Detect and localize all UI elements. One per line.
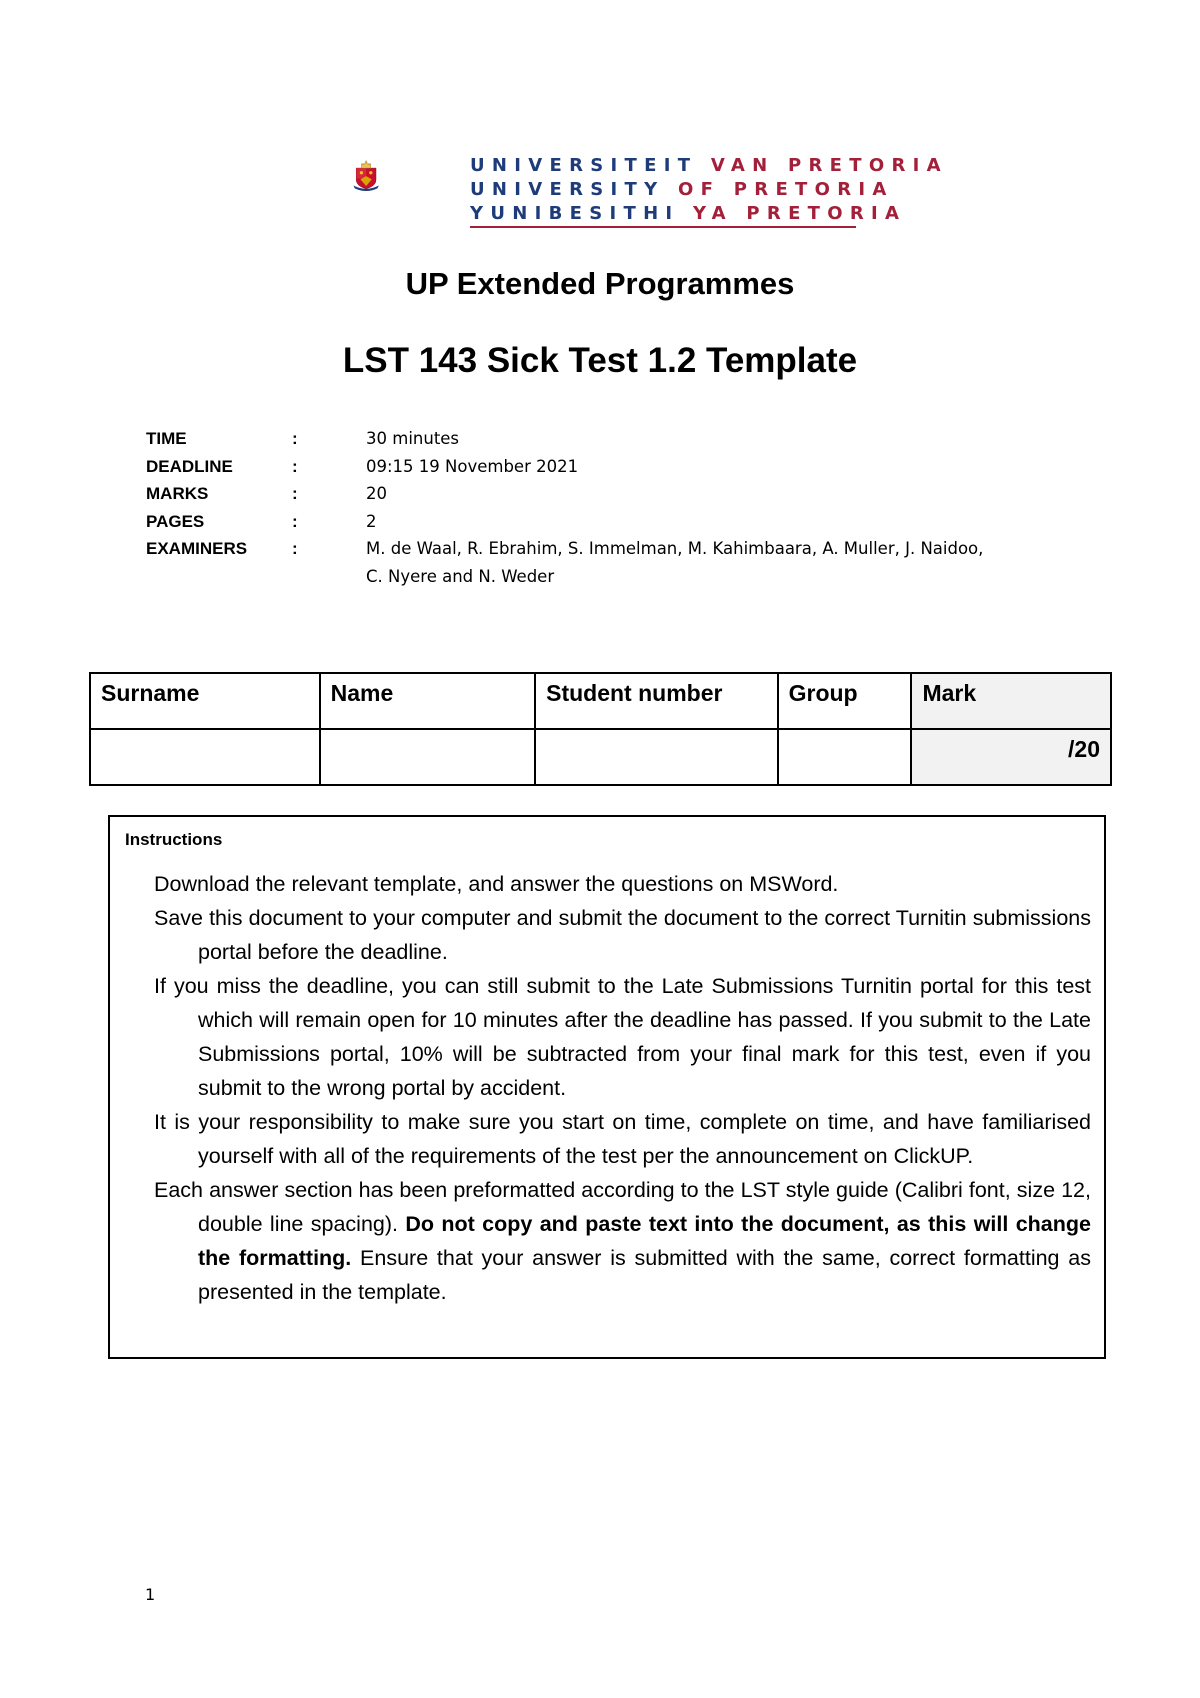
detail-label: TIME xyxy=(146,429,187,448)
instruction-text: Ensure that your answer is submitted with the same, correct formatting as presented in the template. xyxy=(198,1246,1091,1304)
instructions-heading: Instructions xyxy=(125,830,223,849)
student-details-table xyxy=(89,672,1112,786)
university-name xyxy=(470,154,948,226)
list-item xyxy=(154,1173,1091,1309)
detail-value-continued: C. Nyere and N. Weder xyxy=(366,566,555,586)
student-number-cell[interactable] xyxy=(535,729,778,785)
group-cell[interactable] xyxy=(778,729,912,785)
table-row xyxy=(90,729,1111,785)
test-title: LST 143 Sick Test 1.2 Template xyxy=(342,341,858,380)
column-header-student-number: Student number xyxy=(535,673,778,729)
column-header-surname: Surname xyxy=(90,673,320,729)
detail-separator: : xyxy=(292,539,298,558)
instructions-list xyxy=(154,867,1091,1309)
instruction-text: Each answer section has been preformatted according to the LST style guide (Calibri font, size 12, double line spacing). xyxy=(154,1178,1091,1236)
column-header-mark: Mark xyxy=(911,673,1111,729)
list-item: Download the relevant template, and answer the questions on MSWord. xyxy=(154,872,839,896)
detail-value: M. de Waal, R. Ebrahim, S. Immelman, M. Kahimbaara, A. Muller, J. Naidoo, xyxy=(366,539,984,558)
university-name-line: UNIVERSITEIT VAN PRETORIA xyxy=(470,155,948,176)
university-name-line: UNIVERSITY OF PRETORIA xyxy=(470,179,894,200)
detail-value: 20 xyxy=(366,484,387,503)
page-number: 1 xyxy=(145,1585,156,1604)
column-header-name: Name xyxy=(320,673,536,729)
detail-separator: : xyxy=(292,429,298,448)
detail-value: 30 minutes xyxy=(366,429,460,448)
detail-separator: : xyxy=(292,484,298,503)
list-item: If you miss the deadline, you can still submit to the Late Submissions Turnitin portal for this test which will remain open for 10 minutes after the deadline has passed. If you submit to the Late Submissions portal, 10% will be subtracted from your final mark for this test, even if you submit to the wrong portal by accident. xyxy=(154,974,1091,1100)
detail-label: MARKS xyxy=(146,484,209,503)
table-header-row xyxy=(90,673,1111,729)
detail-label: PAGES xyxy=(146,511,205,531)
university-crest-logo xyxy=(352,108,472,243)
university-name-line: YUNIBESITHI YA PRETORIA xyxy=(470,203,907,224)
detail-separator: : xyxy=(292,456,298,476)
list-item: It is your responsibility to make sure you start on time, complete on time, and have familiarised yourself with all of the requirements of the test per the announcement on ClickUP. xyxy=(154,1110,1091,1168)
column-header-group: Group xyxy=(778,673,912,729)
detail-label: DEADLINE xyxy=(146,456,233,476)
list-item: Save this document to your computer and submit the document to the correct Turnitin submissions portal before the deadline. xyxy=(154,906,1091,964)
detail-value: 2 xyxy=(366,511,377,531)
detail-value: 09:15 19 November 2021 xyxy=(366,456,579,476)
detail-separator: : xyxy=(292,511,298,531)
programme-title: UP Extended Programmes xyxy=(405,266,795,301)
instructions-box xyxy=(108,815,1106,1359)
detail-label: EXAMINERS xyxy=(146,539,248,558)
surname-cell[interactable] xyxy=(90,729,320,785)
logo-underline-divider xyxy=(470,226,856,228)
name-cell[interactable] xyxy=(320,729,536,785)
instruction-warning: Do not copy and paste text into the document, as this will change the formatting. xyxy=(198,1212,1091,1270)
mark-cell: /20 xyxy=(911,729,1111,785)
